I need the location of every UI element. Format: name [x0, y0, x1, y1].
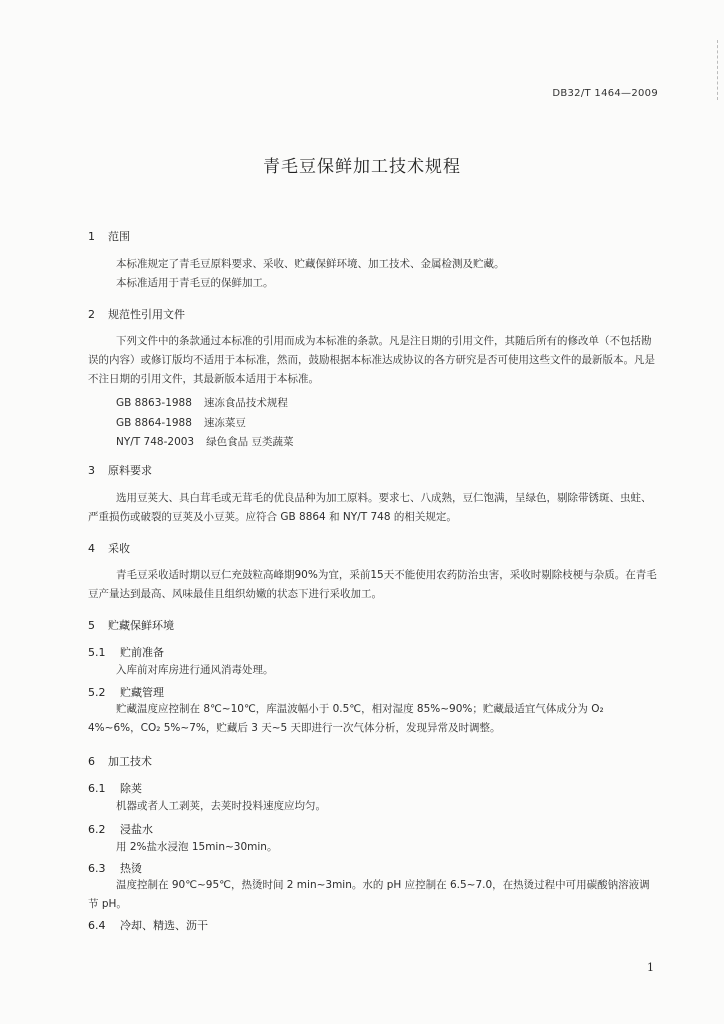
reference-name: 速冻菜豆 — [203, 417, 246, 429]
section-4-paragraph-1: 青毛豆采收适时期以豆仁充鼓粒高峰期90%为宜，采前15天不能使用农药防治虫害，采收时剔除枝梗与杂质。在青毛豆产量达到最高、风味最佳且组织幼嫩的状态下进行采收加工。 — [88, 569, 657, 600]
section-4-heading — [88, 540, 130, 556]
subsection-5-2-heading — [88, 684, 164, 700]
subsection-title: 除荚 — [120, 782, 142, 795]
subsection-number: 6.1 — [88, 782, 106, 795]
subsection-6-3-paragraph: 温度控制在 90℃~95℃，热烫时间 2 min~3min。水的 pH 应控制在 6.5~7.0，在热烫过程中可用碳酸钠溶液调节 pH。 — [88, 879, 650, 910]
section-title: 贮藏保鲜环境 — [108, 619, 174, 632]
reference-name: 速冻食品技术规程 — [203, 397, 288, 409]
standard-code: DB32/T 1464—2009 — [552, 88, 658, 99]
subsection-6-1-heading — [88, 780, 142, 796]
subsection-6-4-heading — [88, 917, 208, 933]
section-number: 5 — [88, 619, 95, 632]
reference-item — [116, 434, 293, 449]
section-2-paragraph-1: 下列文件中的条款通过本标准的引用而成为本标准的条款。凡是注日期的引用文件，其随后所有的修改单（不包括勘误的内容）或修订版均不适用于本标准，然而，鼓励根据本标准达成协议的各方研究是否可使用这些文件的最新版本。凡是不注日期的引用文件，其最新版本适用于本标准。 — [88, 335, 655, 385]
subsection-title: 贮前准备 — [120, 646, 164, 659]
section-1-heading — [88, 228, 130, 244]
subsection-title: 热烫 — [120, 862, 142, 875]
section-number: 2 — [88, 308, 95, 321]
reference-code: GB 8864-1988 — [116, 417, 192, 429]
section-3-paragraph-1: 选用豆荚大、具白茸毛或无茸毛的优良品种为加工原料。要求七、八成熟，豆仁饱满，呈绿色，剔除带锈斑、虫蛀、严重损伤或破裂的豆荚及小豆荚。应符合 GB 8864 和 NY/T 748 的相关规定。 — [88, 492, 652, 523]
subsection-number: 6.2 — [88, 823, 106, 836]
subsection-number: 5.1 — [88, 646, 106, 659]
section-number: 6 — [88, 755, 95, 768]
subsection-6-1-paragraph: 机器或者人工剥荚，去荚时投料速度应均匀。 — [116, 800, 326, 812]
subsection-number: 6.3 — [88, 862, 106, 875]
section-number: 4 — [88, 542, 95, 555]
reference-code: NY/T 748-2003 — [116, 436, 195, 448]
section-title: 原料要求 — [108, 464, 152, 477]
section-1-paragraph-2: 本标准适用于青毛豆的保鲜加工。 — [116, 277, 274, 289]
subsection-number: 6.4 — [88, 919, 106, 932]
section-2-heading — [88, 306, 185, 322]
page-number: 1 — [647, 961, 654, 974]
subsection-6-3-heading — [88, 860, 142, 876]
subsection-5-1-paragraph: 入库前对库房进行通风消毒处理。 — [116, 664, 274, 676]
subsection-number: 5.2 — [88, 686, 106, 699]
section-number: 1 — [88, 230, 95, 243]
reference-name: 绿色食品 豆类蔬菜 — [206, 436, 294, 448]
subsection-5-2-paragraph: 贮藏温度应控制在 8℃~10℃，库温波幅小于 0.5℃，相对湿度 85%~90%；贮藏最适宜气体成分为 O₂ 4%~6%，CO₂ 5%~7%，贮藏后 3 天~5 天即进行一次气体分析，发现异常及时调整。 — [88, 703, 604, 734]
section-3-heading — [88, 462, 152, 478]
section-6-heading — [88, 753, 152, 769]
section-title: 范围 — [108, 230, 130, 243]
section-title: 采收 — [108, 542, 130, 555]
section-5-heading — [88, 617, 174, 633]
section-number: 3 — [88, 464, 95, 477]
subsection-title: 浸盐水 — [120, 823, 153, 836]
scan-edge-marks — [717, 40, 724, 100]
subsection-5-1-heading — [88, 644, 164, 660]
section-1-paragraph-1: 本标准规定了青毛豆原料要求、采收、贮藏保鲜环境、加工技术、金属检测及贮藏。 — [116, 258, 505, 270]
reference-item — [116, 395, 288, 410]
subsection-title: 冷却、精选、沥干 — [120, 919, 208, 932]
section-title: 加工技术 — [108, 755, 152, 768]
subsection-6-2-paragraph: 用 2%盐水浸泡 15min~30min。 — [116, 841, 278, 853]
reference-item — [116, 415, 246, 430]
reference-code: GB 8863-1988 — [116, 397, 192, 409]
section-title: 规范性引用文件 — [108, 308, 185, 321]
document-title: 青毛豆保鲜加工技术规程 — [263, 157, 461, 177]
subsection-title: 贮藏管理 — [120, 686, 164, 699]
subsection-6-2-heading — [88, 821, 153, 837]
